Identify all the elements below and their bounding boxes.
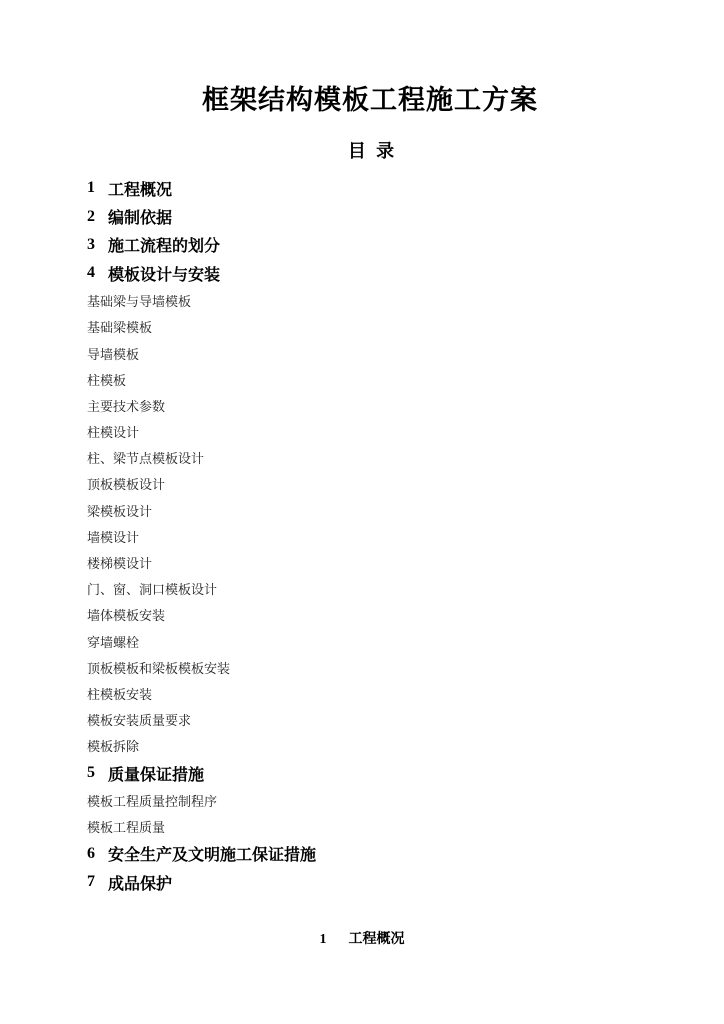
toc-entry-number: 7	[87, 873, 95, 891]
toc-subsection-entry	[87, 366, 687, 392]
toc-subsection-entry	[87, 814, 687, 840]
toc-subsection-entry	[87, 340, 687, 366]
section-heading	[0, 928, 724, 948]
toc-entry-number: 4	[87, 264, 95, 282]
toc-subsection-entry	[87, 576, 687, 602]
toc-section-entry	[87, 840, 687, 868]
toc-entry-text: 模板工程质量	[87, 821, 166, 837]
toc-subsection-entry	[87, 523, 687, 549]
toc-entry-text: 墙模设计	[87, 530, 140, 546]
toc-entry-text: 质量保证措施	[108, 764, 205, 784]
toc-entry-text: 顶板模板设计	[87, 478, 166, 494]
toc-entry-number: 2	[87, 207, 95, 225]
toc-subsection-entry	[87, 314, 687, 340]
toc-subsection-entry	[87, 471, 687, 497]
toc-subsection-entry	[87, 392, 687, 418]
toc-entry-text: 顶板模板和梁板模板安装	[87, 661, 231, 677]
toc-section-entry	[87, 174, 687, 202]
toc-entry-text: 基础梁与导墙模板	[87, 295, 192, 311]
toc-section-entry	[87, 868, 687, 896]
toc-entry-text: 楼梯模设计	[87, 557, 153, 573]
toc-entry-number: 6	[87, 844, 95, 862]
toc-subsection-entry	[87, 497, 687, 523]
toc-entry-text: 梁模板设计	[87, 504, 153, 520]
toc-subsection-entry	[87, 733, 687, 759]
toc-entry-text: 墙体模板安装	[87, 609, 166, 625]
toc-subsection-entry	[87, 419, 687, 445]
toc-subsection-entry	[87, 602, 687, 628]
toc-entry-text: 穿墙螺栓	[87, 635, 140, 651]
section-title: 工程概况	[348, 931, 405, 947]
toc-entry-text: 模板工程质量控制程序	[87, 794, 218, 810]
toc-heading: 目 录	[347, 141, 395, 162]
toc-subsection-entry	[87, 445, 687, 471]
toc-entry-number: 3	[87, 235, 95, 253]
toc-section-entry	[87, 259, 687, 287]
toc-section-entry	[87, 759, 687, 787]
toc-entry-text: 工程概况	[108, 179, 173, 199]
toc-entry-text: 基础梁模板	[87, 321, 153, 337]
toc-entry-text: 柱模板安装	[87, 687, 153, 703]
toc-subsection-entry	[87, 654, 687, 680]
toc-entry-text: 主要技术参数	[87, 399, 166, 415]
toc-entry-text: 编制依据	[108, 208, 173, 228]
toc-entry-number: 5	[87, 764, 95, 782]
toc-section-entry	[87, 202, 687, 230]
table-of-contents	[87, 174, 687, 896]
toc-entry-text: 门、窗、洞口模板设计	[87, 583, 218, 599]
toc-subsection-entry	[87, 787, 687, 813]
toc-subsection-entry	[87, 680, 687, 706]
toc-section-entry	[87, 231, 687, 259]
toc-subsection-entry	[87, 288, 687, 314]
toc-entry-text: 模板拆除	[87, 740, 140, 756]
toc-subsection-entry	[87, 628, 687, 654]
toc-entry-text: 柱、梁节点模板设计	[87, 452, 205, 468]
toc-entry-text: 安全生产及文明施工保证措施	[108, 845, 317, 865]
toc-entry-text: 柱模设计	[87, 426, 140, 442]
toc-entry-text: 导墙模板	[87, 347, 140, 363]
section-number: 1	[319, 932, 327, 947]
document-title: 框架结构模板工程施工方案	[202, 85, 538, 116]
toc-subsection-entry	[87, 549, 687, 575]
toc-entry-text: 模板安装质量要求	[87, 714, 192, 730]
toc-subsection-entry	[87, 707, 687, 733]
toc-entry-text: 施工流程的划分	[108, 236, 221, 256]
toc-entry-text: 模板设计与安装	[108, 264, 221, 284]
toc-entry-number: 1	[87, 179, 95, 197]
toc-entry-text: 柱模板	[87, 373, 127, 389]
toc-entry-text: 成品保护	[108, 873, 173, 893]
